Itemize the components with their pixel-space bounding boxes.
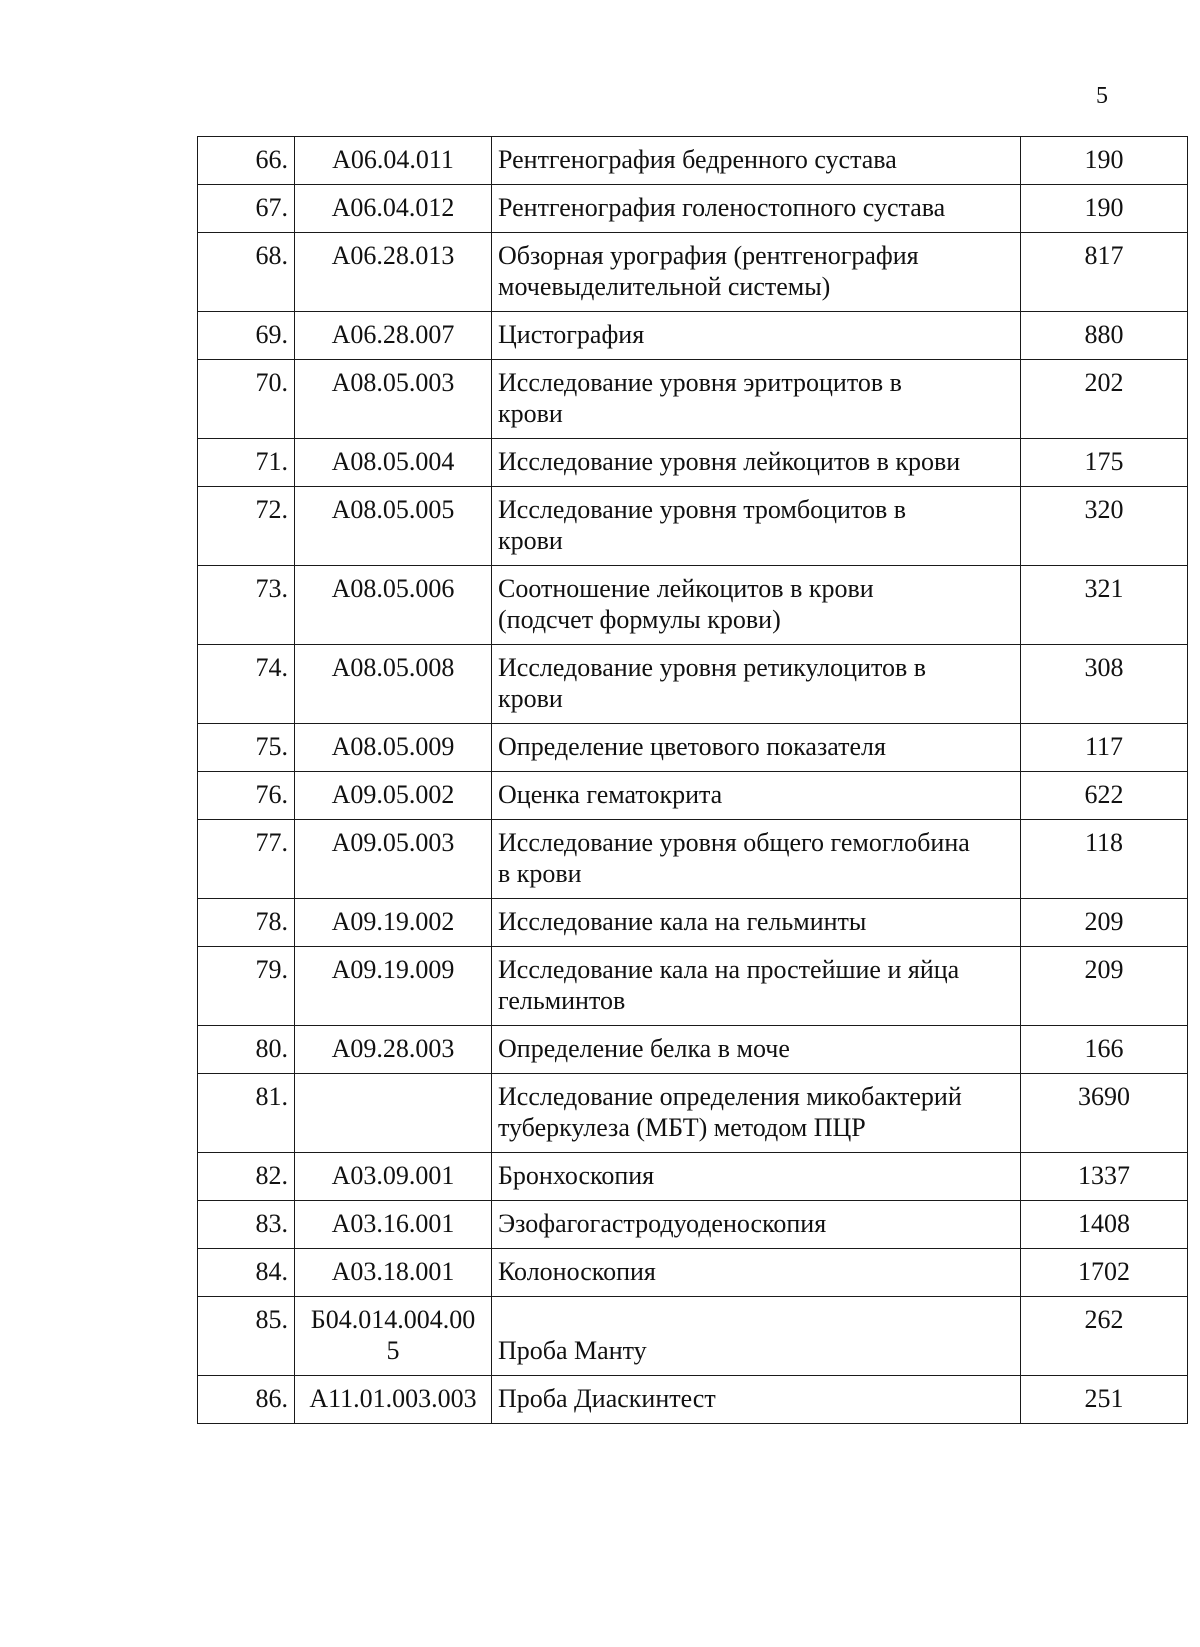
service-code-text: А08.05.008 <box>331 653 455 682</box>
row-number-cell: 70. <box>198 360 295 439</box>
service-code-cell <box>295 1376 492 1424</box>
service-name-cell <box>492 233 1021 312</box>
service-code-text: А06.04.012 <box>331 193 455 222</box>
service-code-cell <box>295 312 492 360</box>
service-code-text: А03.16.001 <box>331 1209 455 1238</box>
service-name-cell <box>492 947 1021 1026</box>
service-code-text: Б04.014.004.00 5 <box>310 1305 476 1365</box>
service-name-text: Оценка гематокрита <box>498 780 723 809</box>
price-cell: 209 <box>1021 947 1188 1026</box>
service-code-text: А09.05.002 <box>331 780 455 809</box>
service-code-cell <box>295 1297 492 1376</box>
service-code-cell <box>295 137 492 185</box>
price-cell: 320 <box>1021 487 1188 566</box>
row-number-cell: 71. <box>198 439 295 487</box>
table-row <box>198 1026 1188 1074</box>
service-code-text: А09.19.009 <box>331 955 455 984</box>
service-code-cell <box>295 185 492 233</box>
table-row <box>198 947 1188 1026</box>
table-row <box>198 1153 1188 1201</box>
price-cell: 117 <box>1021 724 1188 772</box>
service-code-cell <box>295 645 492 724</box>
service-code-cell <box>295 1201 492 1249</box>
price-table <box>197 136 1188 1424</box>
service-code-cell <box>295 820 492 899</box>
service-code-text: А06.04.011 <box>332 145 454 174</box>
service-code-text: А09.28.003 <box>331 1034 455 1063</box>
row-number-cell: 79. <box>198 947 295 1026</box>
table-row <box>198 1201 1188 1249</box>
price-cell: 622 <box>1021 772 1188 820</box>
price-cell: 308 <box>1021 645 1188 724</box>
price-cell: 3690 <box>1021 1074 1188 1153</box>
table-row <box>198 185 1188 233</box>
row-number-cell: 78. <box>198 899 295 947</box>
service-name-cell <box>492 185 1021 233</box>
service-name-text: Проба Диаскинтест <box>498 1384 716 1413</box>
table-row <box>198 899 1188 947</box>
table-row <box>198 645 1188 724</box>
table-row <box>198 566 1188 645</box>
service-code-text: А08.05.004 <box>331 447 455 476</box>
price-cell: 880 <box>1021 312 1188 360</box>
service-name-cell <box>492 820 1021 899</box>
row-number-cell: 75. <box>198 724 295 772</box>
service-code-text: А08.05.006 <box>331 574 455 603</box>
service-name-cell <box>492 566 1021 645</box>
service-name-cell <box>492 360 1021 439</box>
service-code-cell <box>295 439 492 487</box>
price-cell: 262 <box>1021 1297 1188 1376</box>
service-name-cell <box>492 1249 1021 1297</box>
service-name-text: Проба Манту <box>498 1336 647 1365</box>
price-cell: 1337 <box>1021 1153 1188 1201</box>
service-name-text: Бронхоскопия <box>498 1161 655 1190</box>
service-name-text: Определение цветового показателя <box>498 732 886 761</box>
service-name-text: Цистография <box>498 320 645 349</box>
service-code-text: А06.28.013 <box>331 241 455 270</box>
service-code-cell <box>295 724 492 772</box>
service-code-cell <box>295 360 492 439</box>
service-name-cell <box>492 312 1021 360</box>
price-cell: 118 <box>1021 820 1188 899</box>
service-code-cell <box>295 1074 492 1153</box>
service-name-cell <box>492 645 1021 724</box>
service-name-text: Исследование уровня общего гемоглобина в крови <box>498 828 970 888</box>
row-number-cell: 72. <box>198 487 295 566</box>
service-name-text: Исследование кала на гельминты <box>498 907 867 936</box>
table-row <box>198 233 1188 312</box>
service-code-text: А08.05.003 <box>331 368 455 397</box>
service-name-cell <box>492 724 1021 772</box>
row-number-cell: 66. <box>198 137 295 185</box>
table-row <box>198 820 1188 899</box>
service-name-text: Рентгенография бедренного сустава <box>498 145 897 174</box>
row-number-cell: 68. <box>198 233 295 312</box>
row-number-cell: 86. <box>198 1376 295 1424</box>
table-row <box>198 1297 1188 1376</box>
service-name-cell <box>492 137 1021 185</box>
price-cell: 202 <box>1021 360 1188 439</box>
service-code-text: А09.19.002 <box>331 907 455 936</box>
row-number-cell: 67. <box>198 185 295 233</box>
service-code-cell <box>295 1026 492 1074</box>
service-name-text: Исследование определения микобактерий туберкулеза (МБТ) методом ПЦР <box>498 1082 962 1142</box>
service-name-cell <box>492 1153 1021 1201</box>
price-cell: 166 <box>1021 1026 1188 1074</box>
service-code-cell <box>295 566 492 645</box>
table-row <box>198 487 1188 566</box>
table-row <box>198 360 1188 439</box>
row-number-cell: 76. <box>198 772 295 820</box>
price-cell: 175 <box>1021 439 1188 487</box>
service-name-text: Эзофагогастродуоденоскопия <box>498 1209 827 1238</box>
row-number-cell: 80. <box>198 1026 295 1074</box>
price-cell: 190 <box>1021 137 1188 185</box>
service-name-cell <box>492 1201 1021 1249</box>
service-code-cell <box>295 487 492 566</box>
price-cell: 1702 <box>1021 1249 1188 1297</box>
service-name-text: Соотношение лейкоцитов в крови (подсчет формулы крови) <box>498 574 874 634</box>
price-cell: 1408 <box>1021 1201 1188 1249</box>
table-row <box>198 1249 1188 1297</box>
service-name-text: Исследование уровня тромбоцитов в крови <box>498 495 907 555</box>
service-name-cell <box>492 1297 1021 1376</box>
service-name-cell <box>492 1026 1021 1074</box>
price-cell: 251 <box>1021 1376 1188 1424</box>
row-number-cell: 82. <box>198 1153 295 1201</box>
service-code-cell <box>295 772 492 820</box>
table-row <box>198 1074 1188 1153</box>
service-code-text: А06.28.007 <box>331 320 455 349</box>
service-code-text: А08.05.005 <box>331 495 455 524</box>
row-number-cell: 85. <box>198 1297 295 1376</box>
row-number-cell: 83. <box>198 1201 295 1249</box>
service-code-cell <box>295 1153 492 1201</box>
row-number-cell: 77. <box>198 820 295 899</box>
service-code-cell <box>295 947 492 1026</box>
service-name-cell <box>492 899 1021 947</box>
service-name-text: Обзорная урография (рентгенография мочевыделительной системы) <box>498 241 919 301</box>
price-cell: 190 <box>1021 185 1188 233</box>
service-name-text: Исследование уровня лейкоцитов в крови <box>498 447 961 476</box>
service-name-text: Исследование кала на простейшие и яйца гельминтов <box>498 955 960 1015</box>
service-name-cell <box>492 1074 1021 1153</box>
service-code-cell <box>295 233 492 312</box>
service-name-cell <box>492 487 1021 566</box>
row-number-cell: 69. <box>198 312 295 360</box>
service-name-text: Исследование уровня ретикулоцитов в крови <box>498 653 927 713</box>
table-row <box>198 772 1188 820</box>
service-name-cell <box>492 439 1021 487</box>
service-name-text: Рентгенография голеностопного сустава <box>498 193 946 222</box>
table-row <box>198 312 1188 360</box>
price-cell: 817 <box>1021 233 1188 312</box>
service-name-text: Исследование уровня эритроцитов в крови <box>498 368 902 428</box>
service-code-cell <box>295 899 492 947</box>
service-name-cell <box>492 1376 1021 1424</box>
service-name-text: Определение белка в моче <box>498 1034 790 1063</box>
price-cell: 321 <box>1021 566 1188 645</box>
service-code-text: А03.09.001 <box>331 1161 455 1190</box>
service-code-text: А08.05.009 <box>331 732 455 761</box>
table-row <box>198 724 1188 772</box>
service-name-text: Колоноскопия <box>498 1257 656 1286</box>
table-row <box>198 137 1188 185</box>
service-code-text: А11.01.003.003 <box>309 1384 477 1413</box>
service-code-cell <box>295 1249 492 1297</box>
price-cell: 209 <box>1021 899 1188 947</box>
table-body <box>198 137 1188 1424</box>
service-code-text: А09.05.003 <box>331 828 455 857</box>
row-number-cell: 81. <box>198 1074 295 1153</box>
service-code-text: А03.18.001 <box>331 1257 455 1286</box>
service-name-cell <box>492 772 1021 820</box>
row-number-cell: 84. <box>198 1249 295 1297</box>
table-row <box>198 439 1188 487</box>
table-row <box>198 1376 1188 1424</box>
row-number-cell: 74. <box>198 645 295 724</box>
page-number: 5 <box>1096 83 1108 109</box>
row-number-cell: 73. <box>198 566 295 645</box>
